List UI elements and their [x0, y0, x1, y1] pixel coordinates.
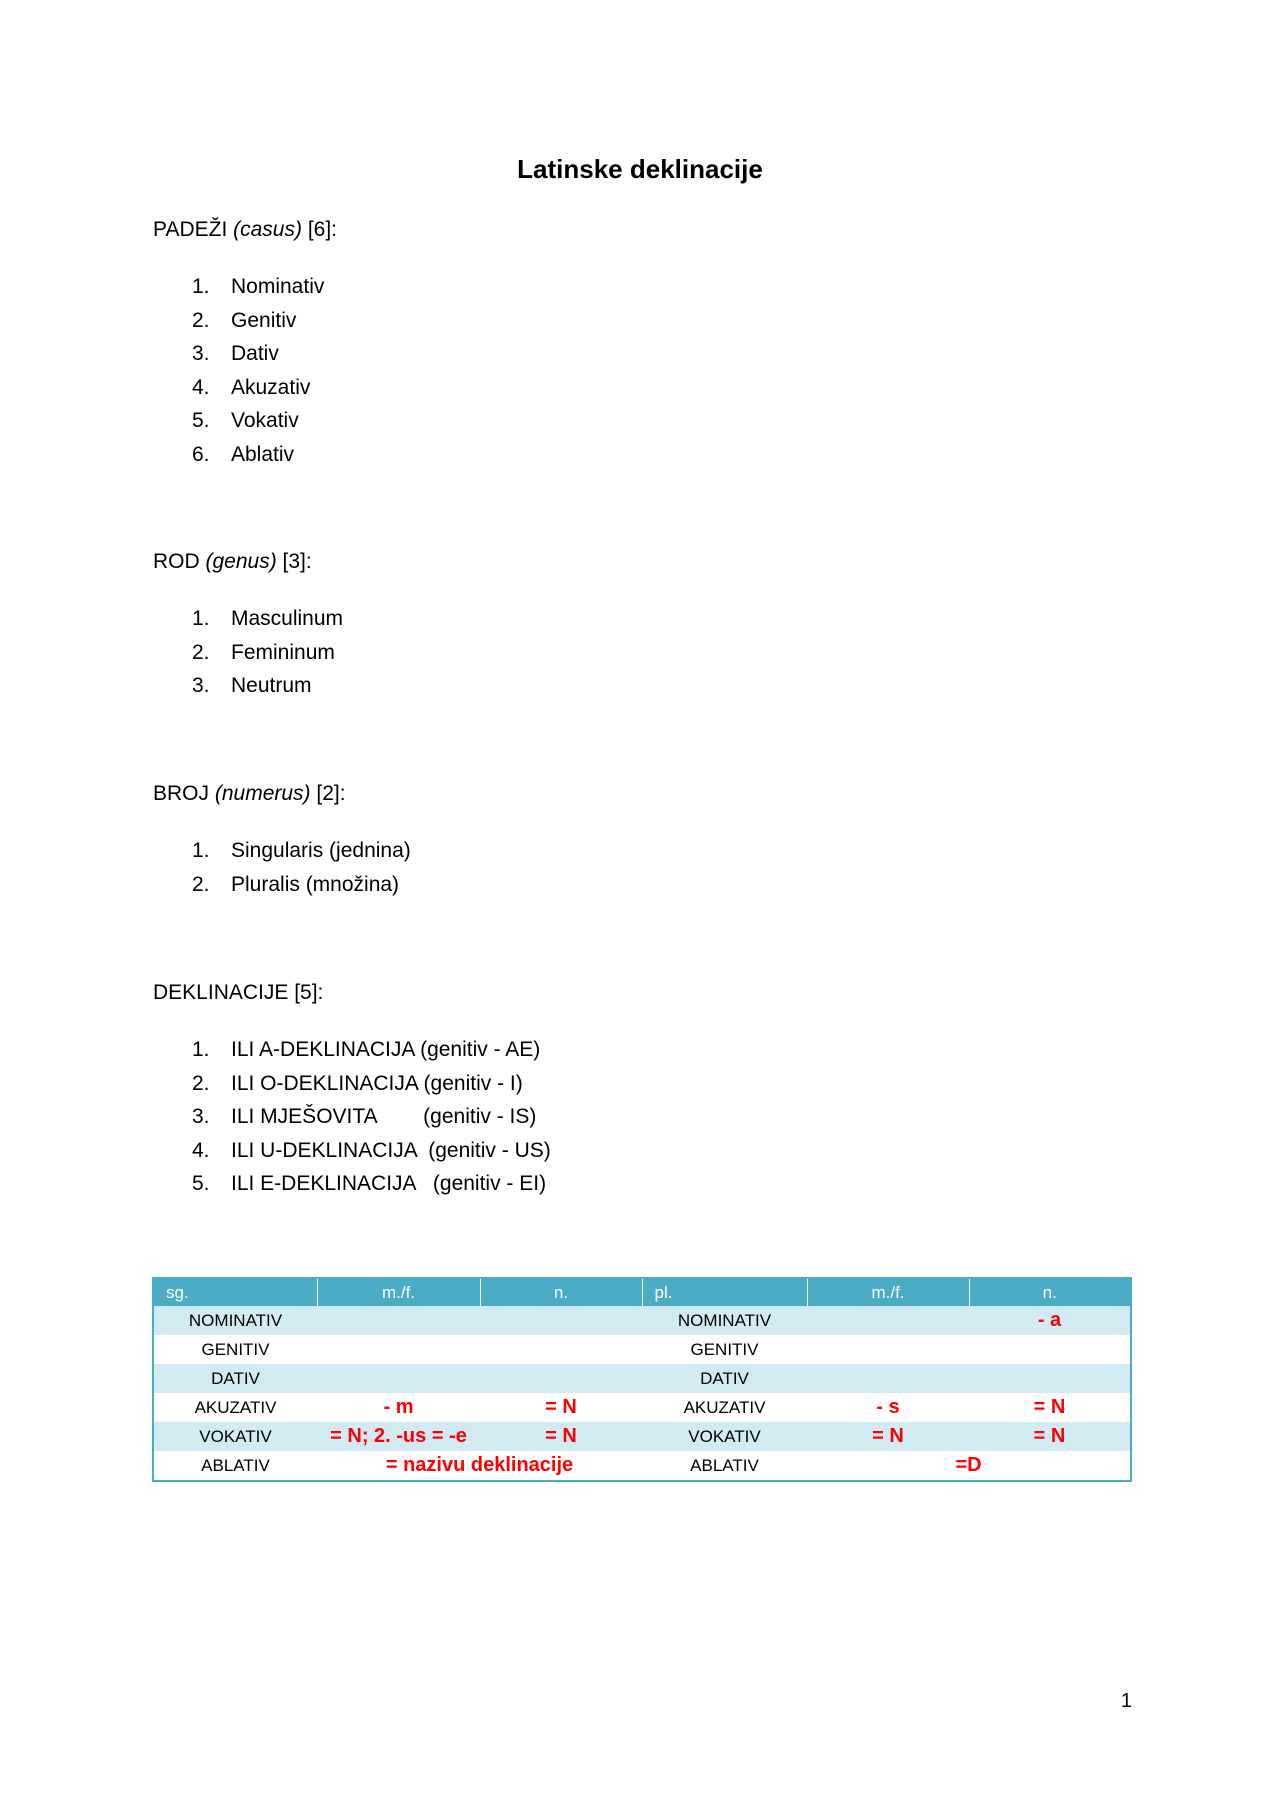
list-item: 1. ILI A-DEKLINACIJA (genitiv - AE)	[192, 1038, 541, 1061]
list-item: 1. Singularis (jednina)	[192, 839, 411, 862]
cell-ending	[807, 1335, 969, 1364]
cell-ending	[480, 1335, 642, 1364]
cell-ending: = N	[1033, 1396, 1066, 1418]
section-heading-rod	[153, 550, 312, 574]
cell-case: AKUZATIV	[683, 1398, 766, 1417]
header-pl-n: n.	[969, 1278, 1131, 1306]
cell-ending	[317, 1306, 480, 1335]
list-item: 6. Ablativ	[192, 442, 295, 466]
cell-case: GENITIV	[201, 1340, 270, 1359]
cell-ending	[807, 1306, 969, 1335]
cell-ending-merged: =D	[955, 1454, 982, 1476]
list-item: 4. Akuzativ	[192, 375, 311, 399]
list-item: 3. ILI MJEŠOVITA (genitiv - IS)	[192, 1105, 537, 1128]
cell-case: ABLATIV	[690, 1456, 759, 1475]
declension-table	[152, 1277, 1132, 1482]
cell-ending: - s	[876, 1396, 900, 1418]
table-row	[153, 1335, 1131, 1364]
heading-suffix: [6]:	[301, 218, 338, 241]
section-heading-padezi	[153, 218, 337, 242]
list-item: 1. Masculinum	[192, 607, 344, 630]
list-item: 3. Dativ	[192, 342, 279, 365]
cell-ending: = N; 2. -us = -e	[317, 1422, 480, 1451]
header-pl-mf: m./f.	[807, 1278, 969, 1306]
list-item: 2. Genitiv	[192, 308, 297, 332]
list-deklinacije	[153, 1033, 551, 1201]
cell-case: VOKATIV	[153, 1422, 317, 1451]
cell-case: GENITIV	[690, 1340, 759, 1359]
page-number: 1	[1120, 1690, 1132, 1712]
table-row	[153, 1422, 1131, 1451]
cell-ending	[480, 1306, 642, 1335]
cell-ending	[317, 1335, 480, 1364]
list-item: 2. ILI O-DEKLINACIJA (genitiv - I)	[192, 1071, 523, 1095]
cell-case: DATIV	[642, 1364, 807, 1393]
cell-ending: = N	[480, 1422, 642, 1451]
heading-suffix: [3]:	[276, 550, 312, 573]
header-sg-mf: m./f.	[317, 1278, 480, 1306]
cell-ending	[969, 1364, 1131, 1393]
list-rod	[153, 602, 343, 703]
cell-ending: = N	[545, 1396, 577, 1418]
cell-case: AKUZATIV	[194, 1398, 277, 1417]
cell-ending: - m	[383, 1396, 414, 1418]
list-item: 4. ILI U-DEKLINACIJA (genitiv - US)	[192, 1138, 551, 1162]
list-padezi	[153, 270, 324, 471]
heading-prefix: PADEŽI	[153, 218, 234, 241]
cell-case: DATIV	[153, 1364, 317, 1393]
table-row	[153, 1364, 1131, 1393]
list-item: 5. Vokativ	[192, 409, 299, 432]
list-item: 1. Nominativ	[192, 275, 325, 298]
heading-latin: (casus)	[233, 218, 302, 241]
table-row	[153, 1306, 1131, 1335]
heading-prefix: ROD	[153, 550, 206, 573]
section-heading-deklinacije: DEKLINACIJE [5]:	[153, 981, 324, 1004]
heading-prefix: BROJ	[153, 782, 215, 805]
cell-case: VOKATIV	[642, 1422, 807, 1451]
cell-case: NOMINATIV	[153, 1306, 317, 1335]
cell-ending: - a	[969, 1306, 1131, 1335]
list-item: 2. Pluralis (množina)	[192, 872, 400, 896]
header-pl: pl.	[642, 1278, 807, 1306]
table-row	[153, 1393, 1131, 1422]
cell-ending	[480, 1364, 642, 1393]
page-title: Latinske deklinacije	[517, 154, 763, 184]
list-broj	[153, 834, 411, 901]
list-item: 5. ILI E-DEKLINACIJA (genitiv - EI)	[192, 1172, 547, 1195]
heading-latin: (numerus)	[214, 782, 311, 805]
cell-ending: = N	[807, 1422, 969, 1451]
cell-ending-merged: = nazivu deklinacije	[385, 1454, 574, 1476]
cell-case: ABLATIV	[201, 1456, 270, 1475]
header-sg: sg.	[153, 1278, 317, 1306]
header-sg-n: n.	[480, 1278, 642, 1306]
cell-ending	[807, 1364, 969, 1393]
heading-suffix: [2]:	[310, 782, 346, 805]
cell-ending	[969, 1335, 1131, 1364]
list-item: 2. Femininum	[192, 640, 335, 664]
list-item: 3. Neutrum	[192, 674, 312, 697]
cell-case: NOMINATIV	[642, 1306, 807, 1335]
table-header-row	[153, 1278, 1131, 1306]
section-heading-broj	[153, 782, 346, 806]
heading-latin: (genus)	[205, 550, 277, 573]
cell-ending: = N	[969, 1422, 1131, 1451]
cell-ending	[317, 1364, 480, 1393]
table-row	[153, 1451, 1131, 1481]
